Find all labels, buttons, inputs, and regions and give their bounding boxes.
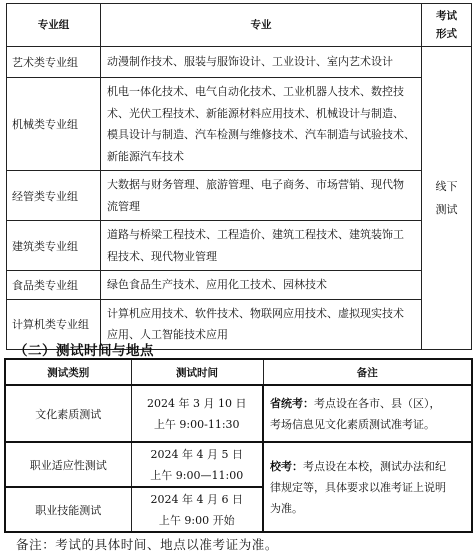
group-cell: 建筑类专业组: [7, 221, 101, 271]
majors-cell: [101, 78, 422, 171]
majors-table: [6, 3, 472, 350]
format-line1: 线下: [435, 179, 458, 193]
majors-line: 道路与桥梁工程技术、工程造价、建筑工程技术、建筑装饰工: [107, 228, 404, 241]
note-line: 考场信息见文化素质测试准考证。: [270, 417, 435, 431]
header-format: [422, 4, 472, 47]
majors-line: 模具设计与制造、汽车检测与维修技术、汽车制造与试验技术、: [107, 128, 415, 141]
test-type-cell: 文化素质测试: [5, 385, 131, 442]
majors-line: 计算机应用技术、软件技术、物联网应用技术、虚拟现实技术: [107, 306, 404, 320]
test-time-cell: [131, 487, 263, 532]
header-format-line1: 考试: [436, 10, 457, 22]
majors-line: 绿色食品生产技术、应用化工技术、园林技术: [107, 278, 327, 291]
note-line: 为准。: [270, 501, 303, 515]
schedule-table: [4, 358, 473, 533]
note-text: 考点设在各市、县（区），: [314, 396, 441, 410]
test-hours: 上午 9:00—11:00: [150, 468, 244, 482]
footnote: 备注：考试的具体时间、地点以准考证为准。: [16, 537, 279, 552]
section-title: （二）测试时间与地点: [14, 343, 154, 359]
group-cell: 食品类专业组: [7, 271, 101, 300]
test-type-cell: 职业技能测试: [5, 487, 131, 532]
header-note: 备注: [263, 359, 472, 385]
test-type-cell: 职业适应性测试: [5, 442, 131, 487]
majors-line: 新能源汽车技术: [107, 149, 184, 163]
test-hours: 上午 9:00 开始: [158, 513, 235, 527]
group-cell: 计算机类专业组: [7, 299, 101, 349]
note-line: [270, 456, 465, 477]
header-major: 专业: [101, 4, 422, 47]
majors-line: 流管理: [107, 199, 140, 213]
majors-line: 程技术、现代物业管理: [107, 249, 217, 263]
majors-line: 机电一体化技术、电气自动化技术、工业机器人技术、数控技: [107, 85, 404, 98]
header-type: 测试类别: [5, 359, 131, 385]
header-format-line2: 形式: [436, 28, 457, 40]
test-date: 2024 年 3 月 10 日: [147, 396, 247, 410]
test-hours: 上午 9:00-11:30: [153, 417, 240, 431]
group-cell: 艺术类专业组: [7, 47, 101, 78]
format-cell: [422, 47, 472, 350]
test-date: 2024 年 4 月 6 日: [150, 492, 243, 506]
group-cell: 经管类专业组: [7, 171, 101, 221]
majors-cell: [101, 47, 422, 78]
header-time: 测试时间: [131, 359, 263, 385]
test-time-cell: [131, 385, 263, 442]
test-date: 2024 年 4 月 5 日: [150, 447, 243, 461]
majors-cell: [101, 221, 422, 271]
note-label: 省统考：: [270, 396, 314, 410]
majors-line: 应用、人工智能技术应用: [107, 328, 228, 341]
header-group: 专业组: [7, 4, 101, 47]
majors-line: 术、光伏工程技术、新能源材料应用技术、机械设计与制造、: [107, 106, 404, 120]
majors-line: 大数据与财务管理、旅游管理、电子商务、市场营销、现代物: [107, 178, 404, 191]
majors-cell: [101, 171, 422, 221]
format-line2: 测试: [435, 202, 458, 216]
note-cell: [263, 442, 472, 532]
group-cell: 机械类专业组: [7, 78, 101, 171]
note-text: 考点设在本校，测试办法和纪: [303, 459, 446, 473]
note-label: 校考：: [270, 459, 303, 473]
test-time-cell: [131, 442, 263, 487]
majors-cell: [101, 271, 422, 300]
note-cell: [263, 385, 472, 442]
note-line: [270, 393, 465, 414]
majors-line: 动漫制作技术、服装与服饰设计、工业设计、室内艺术设计: [107, 55, 393, 69]
note-line: 律规定等，具体要求以准考证上说明: [270, 480, 446, 494]
